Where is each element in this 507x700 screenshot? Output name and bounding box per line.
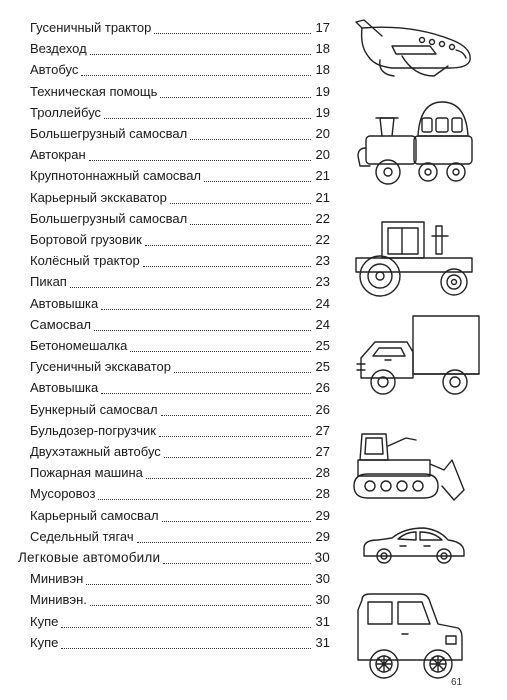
toc-leader-dots [161, 414, 311, 416]
toc-entry-page: 20 [315, 147, 330, 163]
toc-entry-title: Крупнотоннажный самосвал [30, 168, 202, 184]
toc-entry [30, 82, 330, 102]
toc-entry [30, 39, 330, 59]
toc-entry-title: Легковые автомобили [18, 550, 161, 565]
toc-entry [30, 166, 330, 186]
toc-entry-page: 25 [315, 359, 330, 375]
toc-entry [30, 209, 330, 229]
toc-entry-page: 18 [315, 62, 330, 78]
toc-entry [30, 442, 330, 462]
toc-entry-page: 28 [315, 465, 330, 481]
toc-leader-dots [164, 456, 311, 458]
toc-entry-page: 20 [315, 126, 330, 141]
toc-entry-page: 24 [315, 295, 330, 311]
page-number: 61 [451, 677, 463, 688]
toc-entry [30, 315, 330, 335]
toc-entry-title: Пожарная машина [30, 465, 143, 481]
toc-entry-page: 22 [315, 210, 330, 226]
locomotive-icon [356, 96, 476, 191]
toc-leader-dots [162, 520, 311, 522]
toc-entry-title: Техническая помощь [30, 83, 158, 99]
toc-entry [30, 484, 330, 504]
toc-leader-dots [90, 53, 311, 55]
toc-leader-dots [145, 244, 311, 246]
toc-entry [30, 251, 330, 271]
toc-entry-page: 31 [315, 613, 330, 629]
toc-entry-page: 26 [315, 380, 330, 396]
toc-leader-dots [98, 498, 311, 500]
toc-entry-title: Бетономешалка [30, 338, 128, 353]
toc-entry [30, 230, 330, 250]
toc-entry-title: Автовышка [30, 380, 99, 396]
toc-entry-title: Мусоровоз [30, 486, 96, 502]
toc-entry-title: Большегрузный самосвал [30, 210, 188, 226]
toc-leader-dots [137, 541, 311, 543]
toc-leader-dots [90, 604, 311, 606]
toc-leader-dots [143, 265, 311, 267]
toc-entry-title: Минивэн [30, 571, 84, 587]
toc-entry [30, 463, 330, 483]
toc-entry-title: Троллейбус [30, 104, 102, 120]
toc-entry-title: Минивэн. [30, 592, 87, 608]
toc-entry-title: Двухэтажный автобус [30, 444, 161, 459]
toc-leader-dots [94, 329, 311, 331]
toc-leader-dots [174, 371, 311, 373]
toc-entry-page: 30 [315, 592, 330, 608]
toc-entry [30, 378, 330, 398]
toc-entry-page: 29 [315, 528, 330, 544]
toc-leader-dots [81, 74, 311, 76]
toc-leader-dots [101, 308, 311, 310]
toc-entry [30, 569, 330, 589]
toc-entry [30, 60, 330, 80]
airplane-icon [352, 16, 477, 82]
toc-entry [30, 18, 330, 38]
toc-entry-page: 18 [315, 41, 330, 57]
toc-leader-dots [159, 435, 311, 437]
toc-entry [30, 612, 330, 632]
toc-entry [30, 294, 330, 314]
toc-leader-dots [190, 138, 311, 140]
toc-leader-dots [61, 647, 311, 649]
toc-leader-dots [70, 286, 311, 288]
toc-entry-page: 29 [315, 507, 330, 523]
toc-leader-dots [154, 32, 311, 34]
toc-entry [30, 145, 330, 165]
toc-entry-title: Гусеничный экскаватор [30, 359, 172, 375]
toc-entry-page: 22 [315, 232, 330, 247]
toc-entry-title: Большегрузный самосвал [30, 126, 188, 141]
toc-entry-page: 27 [315, 444, 330, 459]
truck-icon [355, 312, 485, 400]
toc-entry-title: Колёсный трактор [30, 253, 140, 269]
toc-leader-dots [61, 626, 311, 628]
toc-leader-dots [86, 583, 311, 585]
toc-leader-dots [204, 180, 311, 182]
toc-entry-title: Вездеход [30, 41, 87, 57]
toc-entry-title: Самосвал [30, 316, 92, 332]
toc-entry-title: Карьерный экскаватор [30, 189, 167, 205]
toc-entry-page: 26 [315, 401, 330, 417]
toc-entry [30, 103, 330, 123]
toc-entry-title: Бункерный самосвал [30, 401, 158, 417]
toc-entry-title: Автобус [30, 62, 79, 78]
toc-leader-dots [170, 202, 311, 204]
toc-entry-title: Автовышка [30, 295, 99, 311]
toc-entry-page: 19 [315, 104, 330, 120]
toc-leader-dots [146, 477, 311, 479]
toc-entry-title: Автокран [30, 147, 86, 163]
toc-entry-page: 19 [315, 83, 330, 99]
toc-section [18, 548, 330, 568]
toc-entry-title: Купе [30, 634, 59, 650]
toc-entry [30, 633, 330, 653]
toc-entry [30, 421, 330, 441]
toc-leader-dots [160, 96, 311, 98]
toc-entry [30, 336, 330, 356]
toc-entry-page: 30 [315, 571, 330, 587]
toc-entry [30, 590, 330, 610]
toc-leader-dots [163, 562, 311, 564]
tractor-icon [352, 214, 477, 299]
toc-entry-page: 28 [315, 486, 330, 502]
toc-entry [30, 506, 330, 526]
toc-entry-page: 27 [315, 422, 330, 438]
toc-entry-title: Гусеничный трактор [30, 20, 152, 35]
toc-entry-page: 23 [315, 253, 330, 269]
toc-entry-page: 30 [314, 550, 330, 565]
toc-entry-title: Седельный тягач [30, 528, 134, 544]
toc-entry-page: 25 [315, 338, 330, 353]
toc-leader-dots [130, 350, 311, 352]
toc-leader-dots [104, 117, 311, 119]
toc-entry-page: 31 [315, 634, 330, 650]
car-icon [360, 524, 468, 568]
toc-entry-page: 21 [315, 189, 330, 205]
toc-entry [30, 188, 330, 208]
toc-entry [30, 527, 330, 547]
toc-entry [30, 272, 330, 292]
toc-leader-dots [101, 392, 311, 394]
toc-entry-title: Карьерный самосвал [30, 507, 159, 523]
bulldozer-icon [352, 430, 467, 510]
toc-entry-title: Бортовой грузовик [30, 232, 142, 247]
toc-entry-title: Купе [30, 613, 59, 629]
jeep-icon [354, 590, 466, 686]
toc-entry-page: 17 [315, 20, 330, 35]
toc-entry-title: Бульдозер-погрузчик [30, 422, 156, 438]
toc-entry [30, 400, 330, 420]
toc-entry-title: Пикап [30, 274, 67, 290]
toc-entry [30, 357, 330, 377]
toc-entry [30, 124, 330, 144]
toc-leader-dots [190, 223, 311, 225]
toc-entry-page: 24 [315, 316, 330, 332]
toc-entry-page: 23 [315, 274, 330, 290]
toc-entry-page: 21 [315, 168, 330, 184]
toc-leader-dots [89, 159, 311, 161]
